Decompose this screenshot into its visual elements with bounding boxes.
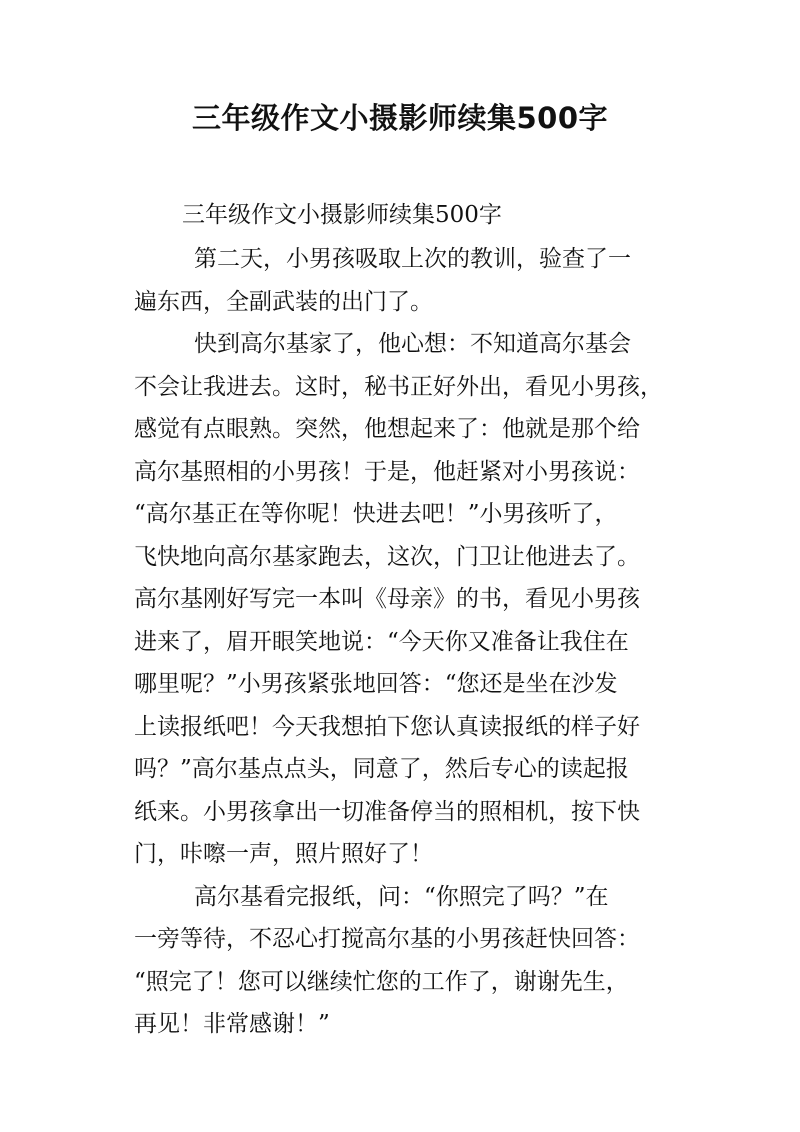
body-line: 纸来。小男孩拿出一切准备停当的照相机，按下快 — [134, 798, 640, 825]
body-line: 吗？”高尔基点点头，同意了，然后专心的读起报 — [134, 756, 629, 782]
body-line: 再见！非常感谢！” — [134, 1011, 330, 1037]
body-line: 遍东西，全副武装的出门了。 — [134, 288, 433, 315]
body-line: 高尔基看完报纸，问：“你照完了吗？”在 — [194, 883, 609, 910]
document-subtitle: 三年级作文小摄影师续集500字 — [182, 202, 502, 228]
document-body — [134, 238, 664, 1046]
body-line: 不会让我进去。这时，秘书正好外出，看见小男孩， — [134, 373, 663, 400]
body-line: 门，咔嚓一声，照片照好了！ — [134, 841, 433, 867]
body-line: 高尔基刚好写完一本叫《母亲》的书，看见小男孩 — [134, 586, 640, 612]
body-line: 一旁等待，不忍心打搅高尔基的小男孩赶快回答： — [134, 926, 640, 952]
body-line: “高尔基正在等你呢！快进去吧！”小男孩听了， — [134, 501, 618, 527]
body-line: 快到高尔基家了，他心想：不知道高尔基会 — [194, 331, 631, 357]
body-line: “照完了！您可以继续忙您的工作了，谢谢先生， — [134, 968, 629, 995]
body-line: 哪里呢？”小男孩紧张地回答：“您还是坐在沙发 — [134, 671, 618, 697]
body-line: 上读报纸吧！今天我想拍下您认真读报纸的样子好 — [134, 713, 640, 740]
body-line: 第二天，小男孩吸取上次的教训，验查了一 — [194, 246, 631, 272]
body-line: 进来了，眉开眼笑地说：“今天你又准备让我住在 — [134, 628, 629, 655]
body-line: 飞快地向高尔基家跑去，这次，门卫让他进去了。 — [134, 543, 640, 570]
body-line: 感觉有点眼熟。突然，他想起来了：他就是那个给 — [134, 416, 640, 442]
page-title: 三年级作文小摄影师续集500字 — [191, 101, 609, 135]
body-line: 高尔基照相的小男孩！于是，他赶紧对小男孩说： — [134, 458, 640, 485]
